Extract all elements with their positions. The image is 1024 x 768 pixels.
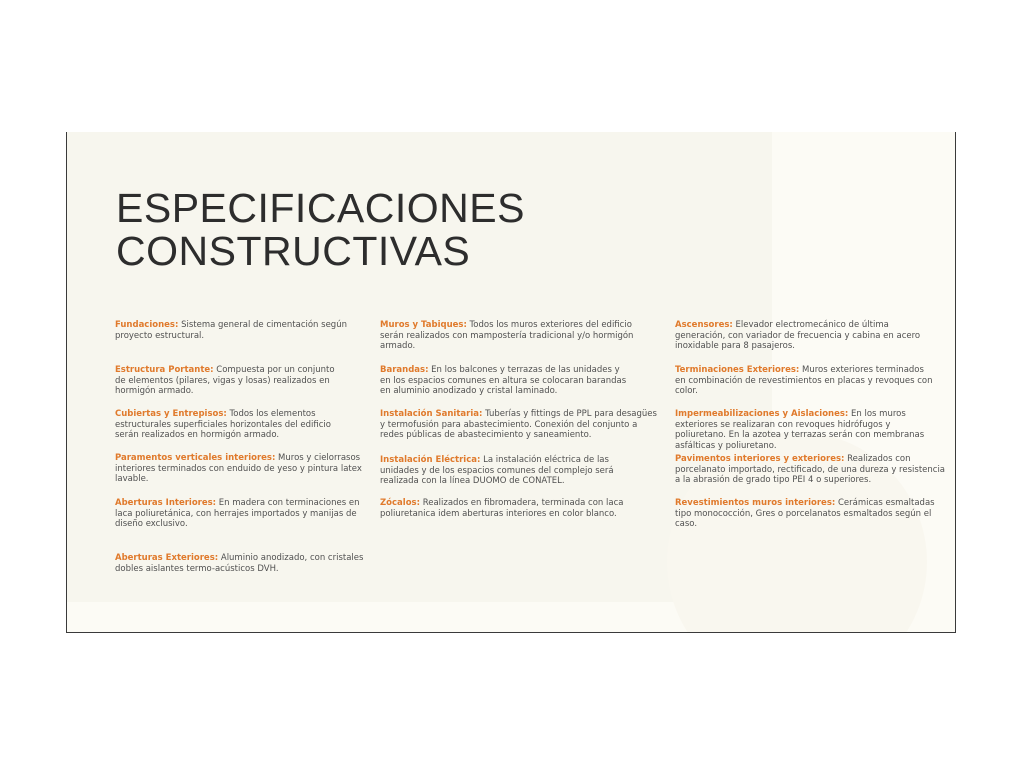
spec-label: Cubiertas y Entrepisos: (115, 409, 227, 419)
spec-label: Estructura Portante: (115, 365, 214, 375)
spec-text: Tuberías y fittings de PPL para desagües y termofusión para abastecimiento. Conexión del conjunto a redes públicas de abastecimiento y saneamiento. (380, 409, 657, 440)
spec-label: Zócalos: (380, 498, 420, 508)
spec-text: Realizados en fibromadera, terminada con laca poliuretanica idem aberturas interiores en color blanco. (380, 498, 624, 519)
page-title (116, 187, 525, 273)
spec-text: Compuesta por un conjunto de elementos (pilares, vigas y losas) realizados en hormigón armado. (115, 365, 335, 396)
spec-item-impermeabilizaciones (675, 409, 937, 451)
spec-text: En madera con terminaciones en laca poliuretánica, con herrajes importados y manijas de diseño exclusivo. (115, 498, 360, 529)
spec-text: Muros exteriores terminados en combinación de revestimientos en placas y revoques con color. (675, 365, 933, 396)
spec-text: Todos los muros exteriores del edificio serán realizados con mampostería tradicional y/o hormigón armado. (380, 320, 634, 351)
spec-label: Instalación Sanitaria: (380, 409, 483, 419)
spec-item-terminaciones-exteriores (675, 365, 937, 397)
title-line-1: ESPECIFICACIONES (116, 185, 525, 231)
spec-text: La instalación eléctrica de las unidades y de los espacios comunes del complejo será realizada con la línea DUOMO de CONATEL. (380, 455, 614, 486)
spec-item-zocalos (380, 498, 635, 519)
spec-label: Aberturas Exteriores: (115, 553, 219, 563)
spec-text: En los balcones y terrazas de las unidades y en los espacios comunes en altura se colocaran barandas en aluminio anodizado y cristal laminado. (380, 365, 627, 396)
spec-text: En los muros exteriores se realizaran con revoques hidrófugos y poliuretano. En la azotea y terrazas serán con membranas asfálticas y poliuretano. (675, 409, 925, 451)
spec-item-revestimientos (675, 498, 945, 530)
spec-label: Pavimentos interiores y exteriores: (675, 454, 845, 464)
spec-item-aberturas-exteriores (115, 553, 367, 574)
spec-text: Cerámicas esmaltadas tipo monococción, Gres o porcelanatos esmaltados según el caso. (675, 498, 935, 529)
spec-label: Fundaciones: (115, 320, 179, 330)
spec-text: Todos los elementos estructurales superficiales horizontales del edificio serán realizados en hormigón armado. (115, 409, 331, 440)
spec-item-cubiertas-entrepisos (115, 409, 345, 441)
spec-label: Revestimientos muros interiores: (675, 498, 836, 508)
spec-item-paramentos-verticales (115, 453, 367, 485)
spec-item-fundaciones (115, 320, 365, 341)
spec-item-muros-tabiques (380, 320, 642, 352)
spec-label: Impermeabilizaciones y Aislaciones: (675, 409, 849, 419)
spec-label: Paramentos verticales interiores: (115, 453, 276, 463)
specifications-slide (66, 132, 956, 633)
spec-text: Realizados con porcelanato importado, rectificado, de una dureza y resistencia a la abrasión de grado tipo PEI 4 o superiores. (675, 454, 946, 485)
spec-label: Terminaciones Exteriores: (675, 365, 800, 375)
spec-label: Instalación Eléctrica: (380, 455, 481, 465)
spec-text: Elevador electromecánico de última generación, con variador de frecuencia y cabina en acero inoxidable para 8 pasajeros. (675, 320, 921, 351)
title-line-2: CONSTRUCTIVAS (116, 228, 471, 274)
spec-text: Sistema general de cimentación según proyecto estructural. (115, 320, 347, 341)
spec-label: Muros y Tabiques: (380, 320, 467, 330)
spec-item-barandas (380, 365, 628, 397)
spec-item-ascensores (675, 320, 937, 352)
spec-item-pavimentos (675, 454, 945, 486)
spec-label: Barandas: (380, 365, 429, 375)
spec-label: Ascensores: (675, 320, 733, 330)
spec-label: Aberturas Interiores: (115, 498, 217, 508)
spec-item-estructura-portante (115, 365, 347, 397)
spec-text: Muros y cielorrasos interiores terminados con enduido de yeso y pintura latex lavable. (115, 453, 362, 484)
spec-item-instalacion-sanitaria (380, 409, 662, 441)
spec-text: Aluminio anodizado, con cristales dobles aislantes termo-acústicos DVH. (115, 553, 364, 574)
spec-item-instalacion-electrica (380, 455, 625, 487)
spec-item-aberturas-interiores (115, 498, 367, 530)
